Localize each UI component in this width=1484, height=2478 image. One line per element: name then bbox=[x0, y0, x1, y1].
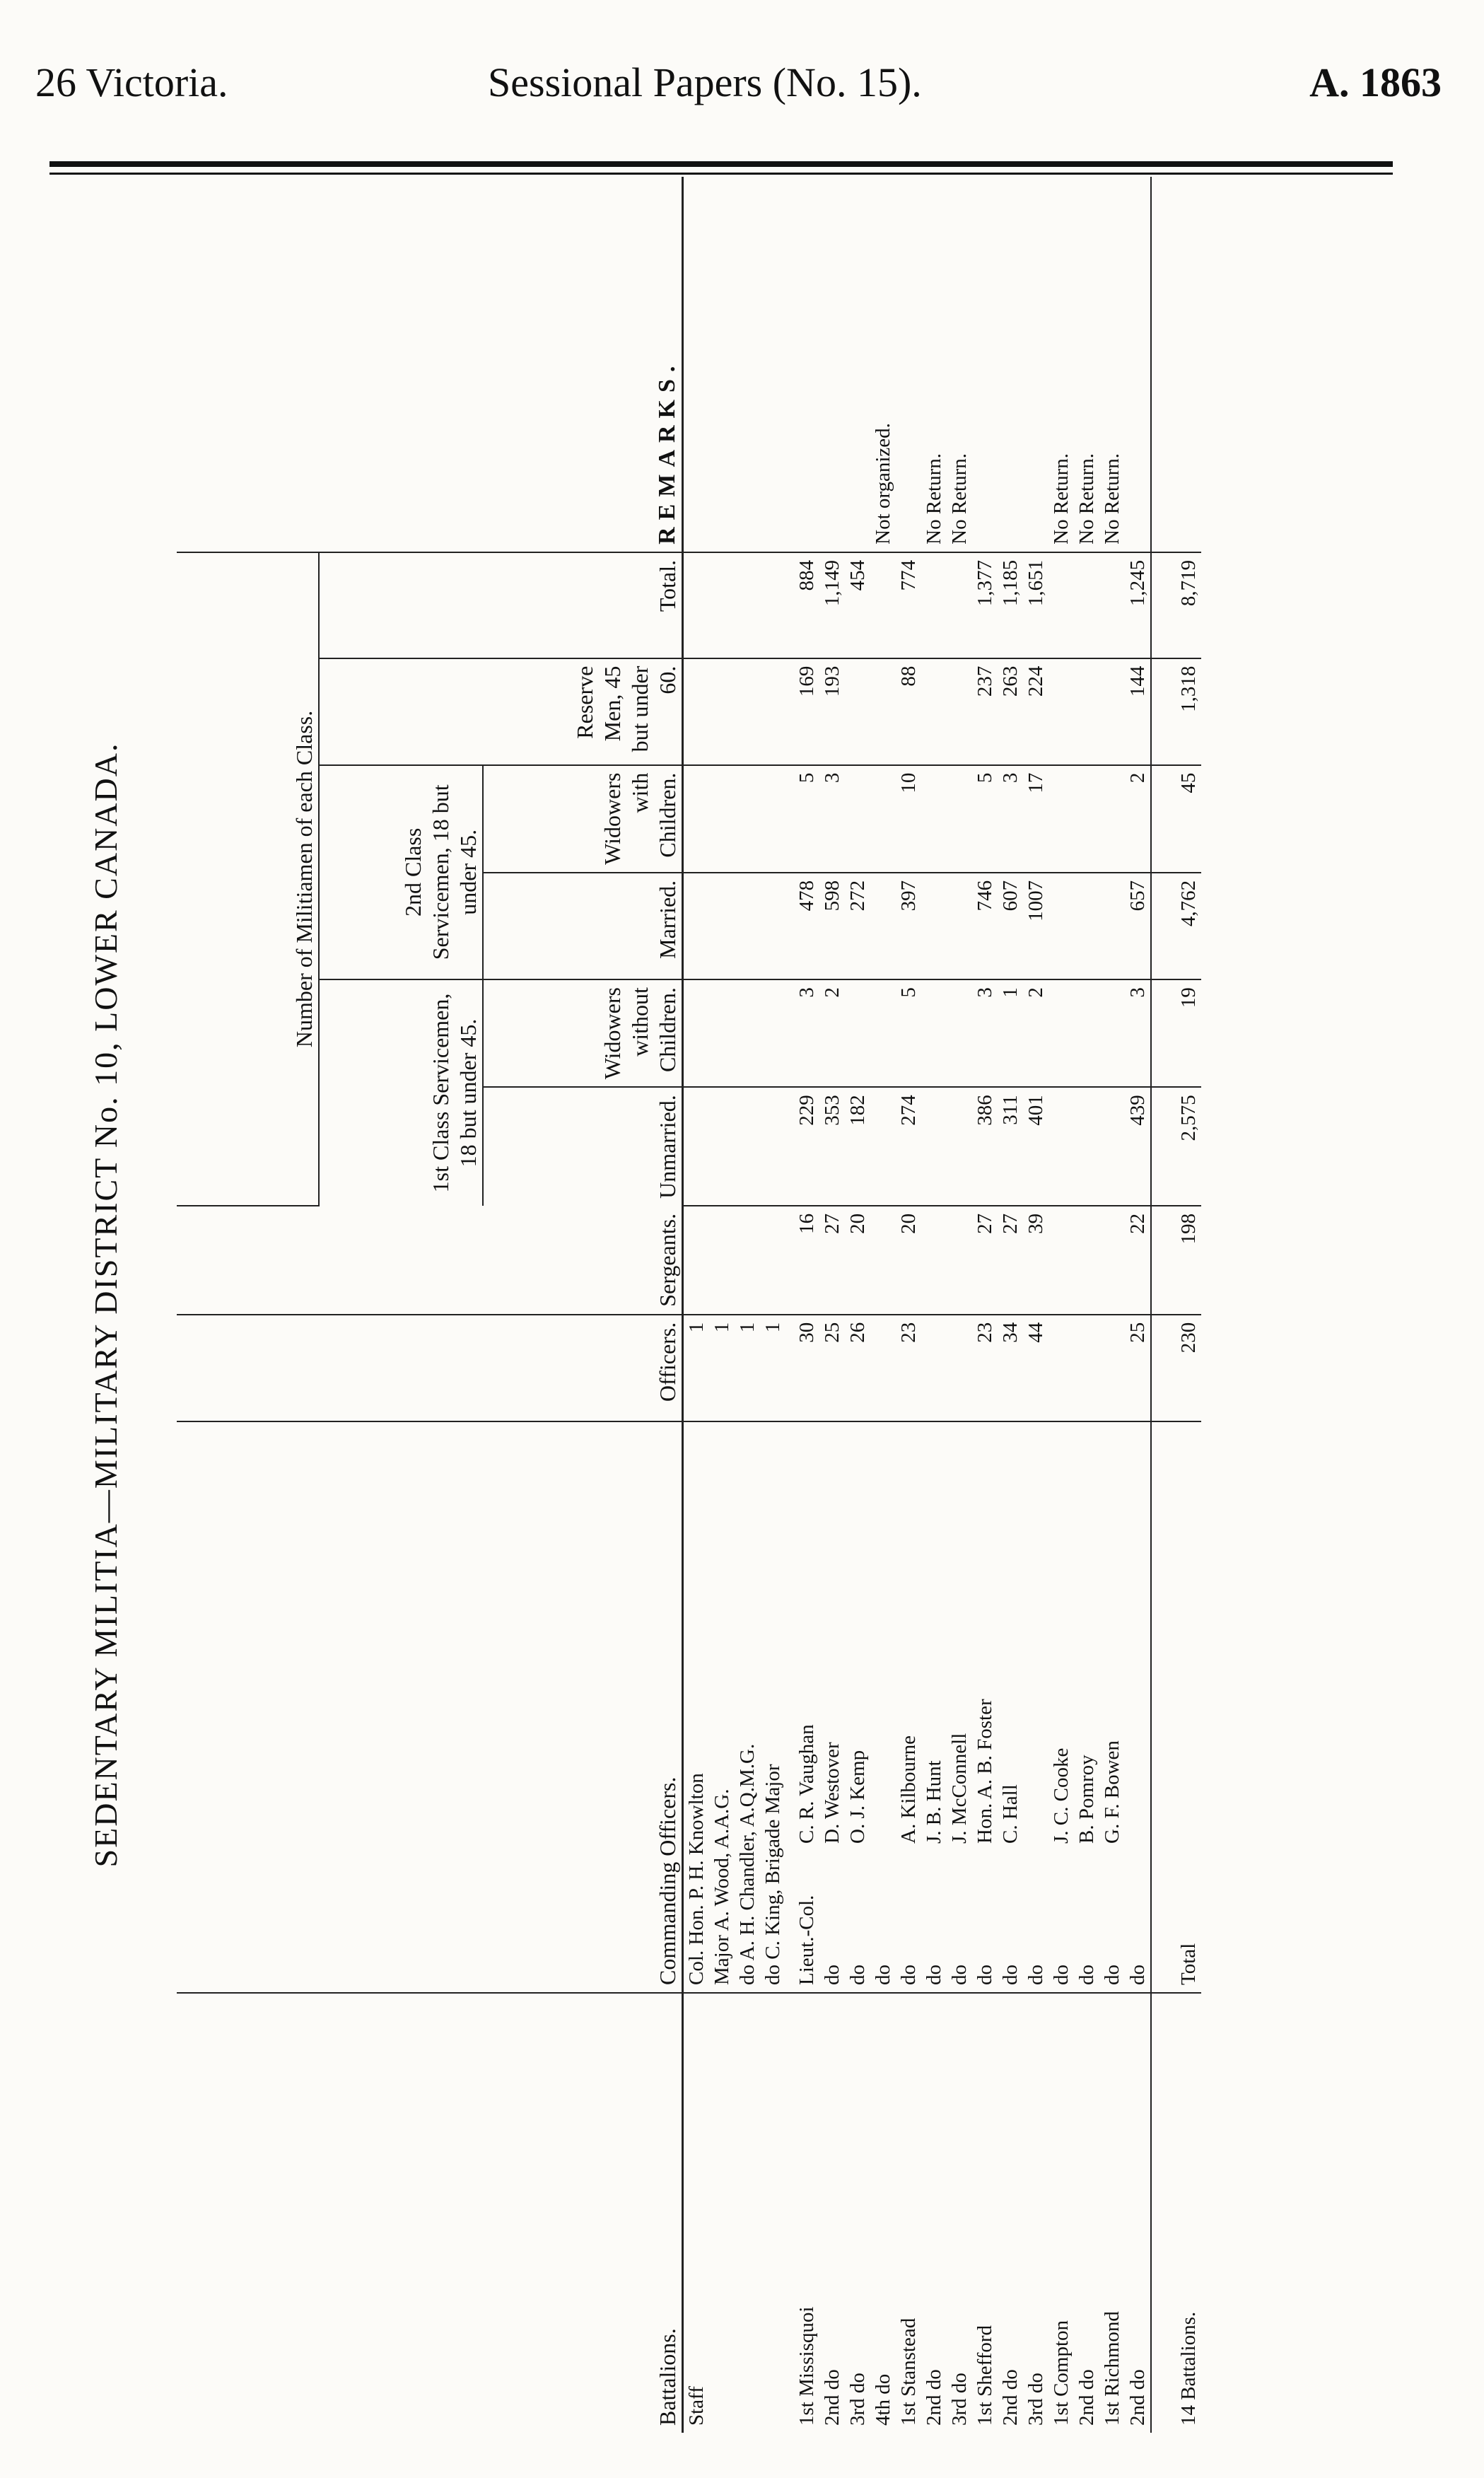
widowers-without-cell: 1 bbox=[998, 979, 1023, 1087]
sergeants-cell: 27 bbox=[998, 1206, 1023, 1315]
col-reserve: Reserve Men, 45 but under 60. bbox=[319, 658, 683, 765]
married-cell bbox=[921, 873, 947, 979]
commanding-cell bbox=[845, 1421, 870, 1993]
unmarried-cell: 386 bbox=[972, 1087, 998, 1206]
officers-cell bbox=[1099, 1315, 1125, 1421]
battalion-cell: 2nd do bbox=[1126, 2369, 1149, 2426]
officer-name: C. R. Vaughan bbox=[795, 1724, 818, 1844]
married-cell bbox=[1099, 873, 1125, 979]
commanding-cell bbox=[1023, 1421, 1048, 1993]
col-battalions: Battalions. bbox=[177, 1993, 683, 2433]
table-row bbox=[1099, 177, 1125, 2433]
unmarried-cell bbox=[1099, 1087, 1125, 1206]
officers-cell: 34 bbox=[998, 1315, 1023, 1421]
officers-cell bbox=[947, 1315, 972, 1421]
battalion-cell: 2nd do bbox=[820, 2369, 843, 2426]
staff-officers: 1 bbox=[760, 1315, 785, 1421]
widowers-without-cell bbox=[845, 979, 870, 1087]
officers-cell: 23 bbox=[972, 1315, 998, 1421]
total-cell: 884 bbox=[794, 552, 819, 658]
table-row bbox=[1048, 177, 1074, 2433]
reserve-cell: 224 bbox=[1023, 658, 1048, 765]
total-cell: 1,651 bbox=[1023, 552, 1048, 658]
married-cell: 657 bbox=[1125, 873, 1151, 979]
married-cell: 478 bbox=[794, 873, 819, 979]
group-first-class: 1st Class Servicemen, 18 but under 45. bbox=[319, 979, 483, 1206]
married-cell: 746 bbox=[972, 873, 998, 979]
remarks-cell bbox=[972, 177, 998, 552]
sergeants-cell bbox=[870, 1206, 896, 1315]
col-total: Total. bbox=[319, 552, 683, 658]
staff-officer: Major A. Wood, A.A.G. bbox=[709, 1421, 735, 1993]
table-row bbox=[1074, 177, 1099, 2433]
header-center: Sessional Papers (No. 15). bbox=[488, 59, 922, 105]
staff-officer: do C. King, Brigade Major bbox=[760, 1421, 785, 1993]
officers-cell: 26 bbox=[845, 1315, 870, 1421]
totals-unmarried: 2,575 bbox=[1151, 1087, 1201, 1206]
col-married: Married. bbox=[483, 873, 683, 979]
totals-battalions: 14 Battalions. bbox=[1151, 1993, 1201, 2433]
battalion-cell: 1st Compton bbox=[1049, 2320, 1073, 2426]
table-row bbox=[896, 177, 921, 2433]
sergeants-cell: 16 bbox=[794, 1206, 819, 1315]
table-row bbox=[1125, 177, 1151, 2433]
widowers-with-cell bbox=[1099, 765, 1125, 873]
totals-officers: 230 bbox=[1151, 1315, 1201, 1421]
totals-married: 4,762 bbox=[1151, 873, 1201, 979]
widowers-with-cell: 10 bbox=[896, 765, 921, 873]
reserve-cell: 193 bbox=[819, 658, 845, 765]
sergeants-cell: 27 bbox=[972, 1206, 998, 1315]
widowers-with-cell: 3 bbox=[998, 765, 1023, 873]
officers-cell: 30 bbox=[794, 1315, 819, 1421]
battalion-cell: 4th do bbox=[871, 2373, 894, 2426]
remarks-cell bbox=[819, 177, 845, 552]
officer-name: C. Hall bbox=[998, 1784, 1022, 1844]
staff-officers: 1 bbox=[683, 1315, 710, 1421]
sergeants-cell: 20 bbox=[845, 1206, 870, 1315]
widowers-without-cell: 3 bbox=[972, 979, 998, 1087]
sergeants-cell: 39 bbox=[1023, 1206, 1048, 1315]
reserve-cell bbox=[870, 658, 896, 765]
widowers-without-cell: 3 bbox=[1125, 979, 1151, 1087]
staff-row bbox=[735, 177, 760, 2433]
header-left: 26 Victoria. bbox=[35, 59, 228, 105]
total-cell bbox=[947, 552, 972, 658]
total-cell: 1,185 bbox=[998, 552, 1023, 658]
widowers-without-cell bbox=[921, 979, 947, 1087]
officers-cell bbox=[1074, 1315, 1099, 1421]
commanding-cell bbox=[1074, 1421, 1099, 1993]
table-row bbox=[921, 177, 947, 2433]
officer-rank: do bbox=[820, 1965, 843, 1985]
unmarried-cell bbox=[921, 1087, 947, 1206]
staff-row bbox=[760, 177, 785, 2433]
officer-rank: do bbox=[1100, 1965, 1123, 1985]
widowers-without-cell bbox=[1099, 979, 1125, 1087]
unmarried-cell bbox=[947, 1087, 972, 1206]
married-cell bbox=[1074, 873, 1099, 979]
battalion-cell: 3rd do bbox=[947, 2373, 971, 2426]
reserve-cell bbox=[1074, 658, 1099, 765]
widowers-without-cell: 2 bbox=[819, 979, 845, 1087]
married-cell bbox=[1048, 873, 1074, 979]
top-rule-thin bbox=[49, 173, 1393, 175]
unmarried-cell: 311 bbox=[998, 1087, 1023, 1206]
total-cell bbox=[1074, 552, 1099, 658]
total-cell: 1,245 bbox=[1125, 552, 1151, 658]
col-commanding: Commanding Officers. bbox=[177, 1421, 683, 1993]
table-row bbox=[947, 177, 972, 2433]
battalion-cell: 1st Shefford bbox=[973, 2325, 996, 2426]
widowers-without-cell bbox=[1048, 979, 1074, 1087]
unmarried-cell: 182 bbox=[845, 1087, 870, 1206]
officers-cell: 44 bbox=[1023, 1315, 1048, 1421]
officer-rank: do bbox=[1024, 1965, 1047, 1985]
widowers-with-cell: 3 bbox=[819, 765, 845, 873]
total-cell: 1,377 bbox=[972, 552, 998, 658]
staff-officers: 1 bbox=[735, 1315, 760, 1421]
widowers-with-cell bbox=[845, 765, 870, 873]
officer-name: A. Kilbourne bbox=[896, 1735, 920, 1844]
officers-cell bbox=[1048, 1315, 1074, 1421]
officer-rank: do bbox=[846, 1965, 869, 1985]
remarks-cell: No Return. bbox=[947, 177, 972, 552]
widowers-with-cell: 2 bbox=[1125, 765, 1151, 873]
unmarried-cell: 274 bbox=[896, 1087, 921, 1206]
table-row bbox=[998, 177, 1023, 2433]
totals-widowers-with: 45 bbox=[1151, 765, 1201, 873]
sergeants-cell bbox=[1099, 1206, 1125, 1315]
officer-rank: do bbox=[922, 1965, 945, 1985]
remarks-cell bbox=[845, 177, 870, 552]
top-rule bbox=[49, 161, 1393, 167]
total-cell: 774 bbox=[896, 552, 921, 658]
totals-widowers-without: 19 bbox=[1151, 979, 1201, 1087]
commanding-cell bbox=[947, 1421, 972, 1993]
officer-name: J. B. Hunt bbox=[922, 1760, 945, 1844]
remarks-cell bbox=[794, 177, 819, 552]
sergeants-cell bbox=[947, 1206, 972, 1315]
totals-total: 8,719 bbox=[1151, 552, 1201, 658]
staff-label: Staff bbox=[684, 2386, 708, 2426]
unmarried-cell bbox=[870, 1087, 896, 1206]
reserve-cell: 144 bbox=[1125, 658, 1151, 765]
widowers-without-cell: 3 bbox=[794, 979, 819, 1087]
staff-officers: 1 bbox=[709, 1315, 735, 1421]
widowers-without-cell: 5 bbox=[896, 979, 921, 1087]
group-second-class: 2nd Class Servicemen, 18 but under 45. bbox=[319, 765, 483, 979]
widowers-without-cell: 2 bbox=[1023, 979, 1048, 1087]
sergeants-cell: 22 bbox=[1125, 1206, 1151, 1315]
officer-name: G. F. Bowen bbox=[1100, 1740, 1123, 1844]
remarks-cell: Not organized. bbox=[870, 177, 896, 552]
sergeants-cell bbox=[921, 1206, 947, 1315]
table-row bbox=[870, 177, 896, 2433]
group-number: Number of Militiamen of each Class. bbox=[177, 552, 319, 1206]
remarks-cell: No Return. bbox=[1048, 177, 1074, 552]
remarks-cell: No Return. bbox=[921, 177, 947, 552]
totals-label: Total bbox=[1151, 1421, 1201, 1993]
officer-rank: do bbox=[1049, 1965, 1073, 1985]
commanding-cell bbox=[1048, 1421, 1074, 1993]
reserve-cell bbox=[1048, 658, 1074, 765]
officer-name: D. Westover bbox=[820, 1742, 843, 1844]
officer-name: J. McConnell bbox=[947, 1733, 971, 1844]
col-sergeants: Sergeants. bbox=[177, 1206, 683, 1315]
officer-rank: do bbox=[896, 1965, 920, 1985]
commanding-cell bbox=[896, 1421, 921, 1993]
commanding-cell bbox=[998, 1421, 1023, 1993]
remarks-cell: No Return. bbox=[1074, 177, 1099, 552]
table-row bbox=[972, 177, 998, 2433]
widowers-without-cell bbox=[1074, 979, 1099, 1087]
married-cell bbox=[870, 873, 896, 979]
officer-name: Hon. A. B. Foster bbox=[973, 1699, 996, 1844]
officer-name: J. C. Cooke bbox=[1049, 1747, 1073, 1844]
widowers-without-cell bbox=[947, 979, 972, 1087]
table-title: SEDENTARY MILITIA—MILITARY DISTRICT No. 10, LOWER CANADA. bbox=[88, 742, 124, 1868]
col-widowers-without: Widowers without Children. bbox=[483, 979, 683, 1087]
table-row bbox=[845, 177, 870, 2433]
commanding-cell bbox=[819, 1421, 845, 1993]
sergeants-cell bbox=[1048, 1206, 1074, 1315]
officers-cell: 23 bbox=[896, 1315, 921, 1421]
staff-officer: do A. H. Chandler, A.Q.M.G. bbox=[735, 1421, 760, 1993]
battalion-cell: 2nd do bbox=[998, 2369, 1022, 2426]
officer-rank: do bbox=[973, 1965, 996, 1985]
officers-cell bbox=[921, 1315, 947, 1421]
reserve-cell bbox=[1099, 658, 1125, 765]
remarks-cell bbox=[1125, 177, 1151, 552]
total-cell bbox=[921, 552, 947, 658]
officer-rank: do bbox=[871, 1965, 894, 1985]
officer-rank: do bbox=[998, 1965, 1022, 1985]
widowers-with-cell: 5 bbox=[972, 765, 998, 873]
sergeants-cell: 20 bbox=[896, 1206, 921, 1315]
commanding-cell bbox=[794, 1421, 819, 1993]
widowers-with-cell bbox=[1074, 765, 1099, 873]
remarks-cell: No Return. bbox=[1099, 177, 1125, 552]
total-cell bbox=[1099, 552, 1125, 658]
unmarried-cell: 229 bbox=[794, 1087, 819, 1206]
staff-row bbox=[683, 177, 710, 2433]
reserve-cell: 88 bbox=[896, 658, 921, 765]
married-cell: 397 bbox=[896, 873, 921, 979]
remarks-cell bbox=[1023, 177, 1048, 552]
battalion-cell: 3rd do bbox=[1024, 2373, 1047, 2426]
total-cell: 1,149 bbox=[819, 552, 845, 658]
widowers-without-cell bbox=[870, 979, 896, 1087]
remarks-cell bbox=[896, 177, 921, 552]
widowers-with-cell: 17 bbox=[1023, 765, 1048, 873]
unmarried-cell: 353 bbox=[819, 1087, 845, 1206]
widowers-with-cell bbox=[1048, 765, 1074, 873]
sergeants-cell: 27 bbox=[819, 1206, 845, 1315]
total-cell bbox=[870, 552, 896, 658]
widowers-with-cell bbox=[870, 765, 896, 873]
totals-row bbox=[1151, 177, 1201, 2433]
battalion-cell: 1st Stanstead bbox=[896, 2317, 920, 2426]
unmarried-cell: 401 bbox=[1023, 1087, 1048, 1206]
col-widowers-with: Widowers with Children. bbox=[483, 765, 683, 873]
married-cell: 598 bbox=[819, 873, 845, 979]
commanding-cell bbox=[870, 1421, 896, 1993]
header-right: A. 1863 bbox=[1309, 59, 1442, 105]
officers-cell bbox=[870, 1315, 896, 1421]
married-cell: 1007 bbox=[1023, 873, 1048, 979]
militia-table bbox=[177, 177, 1201, 2433]
married-cell bbox=[947, 873, 972, 979]
col-officers: Officers. bbox=[177, 1315, 683, 1421]
commanding-cell bbox=[972, 1421, 998, 1993]
battalion-cell: 3rd do bbox=[846, 2373, 869, 2426]
table-row bbox=[794, 177, 819, 2433]
officer-rank: Lieut.-Col. bbox=[795, 1895, 818, 1985]
table-row bbox=[1023, 177, 1048, 2433]
remarks-cell bbox=[998, 177, 1023, 552]
staff-row bbox=[709, 177, 735, 2433]
commanding-cell bbox=[1125, 1421, 1151, 1993]
battalion-cell: 2nd do bbox=[1075, 2369, 1098, 2426]
widowers-with-cell bbox=[921, 765, 947, 873]
officers-cell: 25 bbox=[819, 1315, 845, 1421]
total-cell: 454 bbox=[845, 552, 870, 658]
staff-officer: Col. Hon. P. H. Knowlton bbox=[683, 1421, 710, 1993]
widowers-with-cell bbox=[947, 765, 972, 873]
reserve-cell bbox=[845, 658, 870, 765]
total-cell bbox=[1048, 552, 1074, 658]
commanding-cell bbox=[1099, 1421, 1125, 1993]
reserve-cell: 237 bbox=[972, 658, 998, 765]
table-row bbox=[819, 177, 845, 2433]
married-cell: 607 bbox=[998, 873, 1023, 979]
commanding-cell bbox=[921, 1421, 947, 1993]
officer-rank: do bbox=[1075, 1965, 1098, 1985]
officer-rank: do bbox=[947, 1965, 971, 1985]
unmarried-cell: 439 bbox=[1125, 1087, 1151, 1206]
sergeants-cell bbox=[1074, 1206, 1099, 1315]
totals-sergeants: 198 bbox=[1151, 1206, 1201, 1315]
col-remarks: REMARKS. bbox=[177, 177, 683, 552]
col-unmarried: Unmarried. bbox=[483, 1087, 683, 1206]
officer-name: B. Pomroy bbox=[1075, 1755, 1098, 1844]
rotated-table-block bbox=[71, 177, 1400, 2433]
officers-cell: 25 bbox=[1125, 1315, 1151, 1421]
officer-name: O. J. Kemp bbox=[846, 1750, 869, 1844]
reserve-cell: 263 bbox=[998, 658, 1023, 765]
battalion-cell: 1st Missisquoi bbox=[795, 2306, 818, 2426]
reserve-cell bbox=[921, 658, 947, 765]
battalion-cell: 2nd do bbox=[922, 2369, 945, 2426]
unmarried-cell bbox=[1048, 1087, 1074, 1206]
married-cell: 272 bbox=[845, 873, 870, 979]
officer-rank: do bbox=[1126, 1965, 1149, 1985]
reserve-cell: 169 bbox=[794, 658, 819, 765]
widowers-with-cell: 5 bbox=[794, 765, 819, 873]
unmarried-cell bbox=[1074, 1087, 1099, 1206]
reserve-cell bbox=[947, 658, 972, 765]
battalion-cell: 1st Richmond bbox=[1100, 2311, 1123, 2426]
totals-reserve: 1,318 bbox=[1151, 658, 1201, 765]
